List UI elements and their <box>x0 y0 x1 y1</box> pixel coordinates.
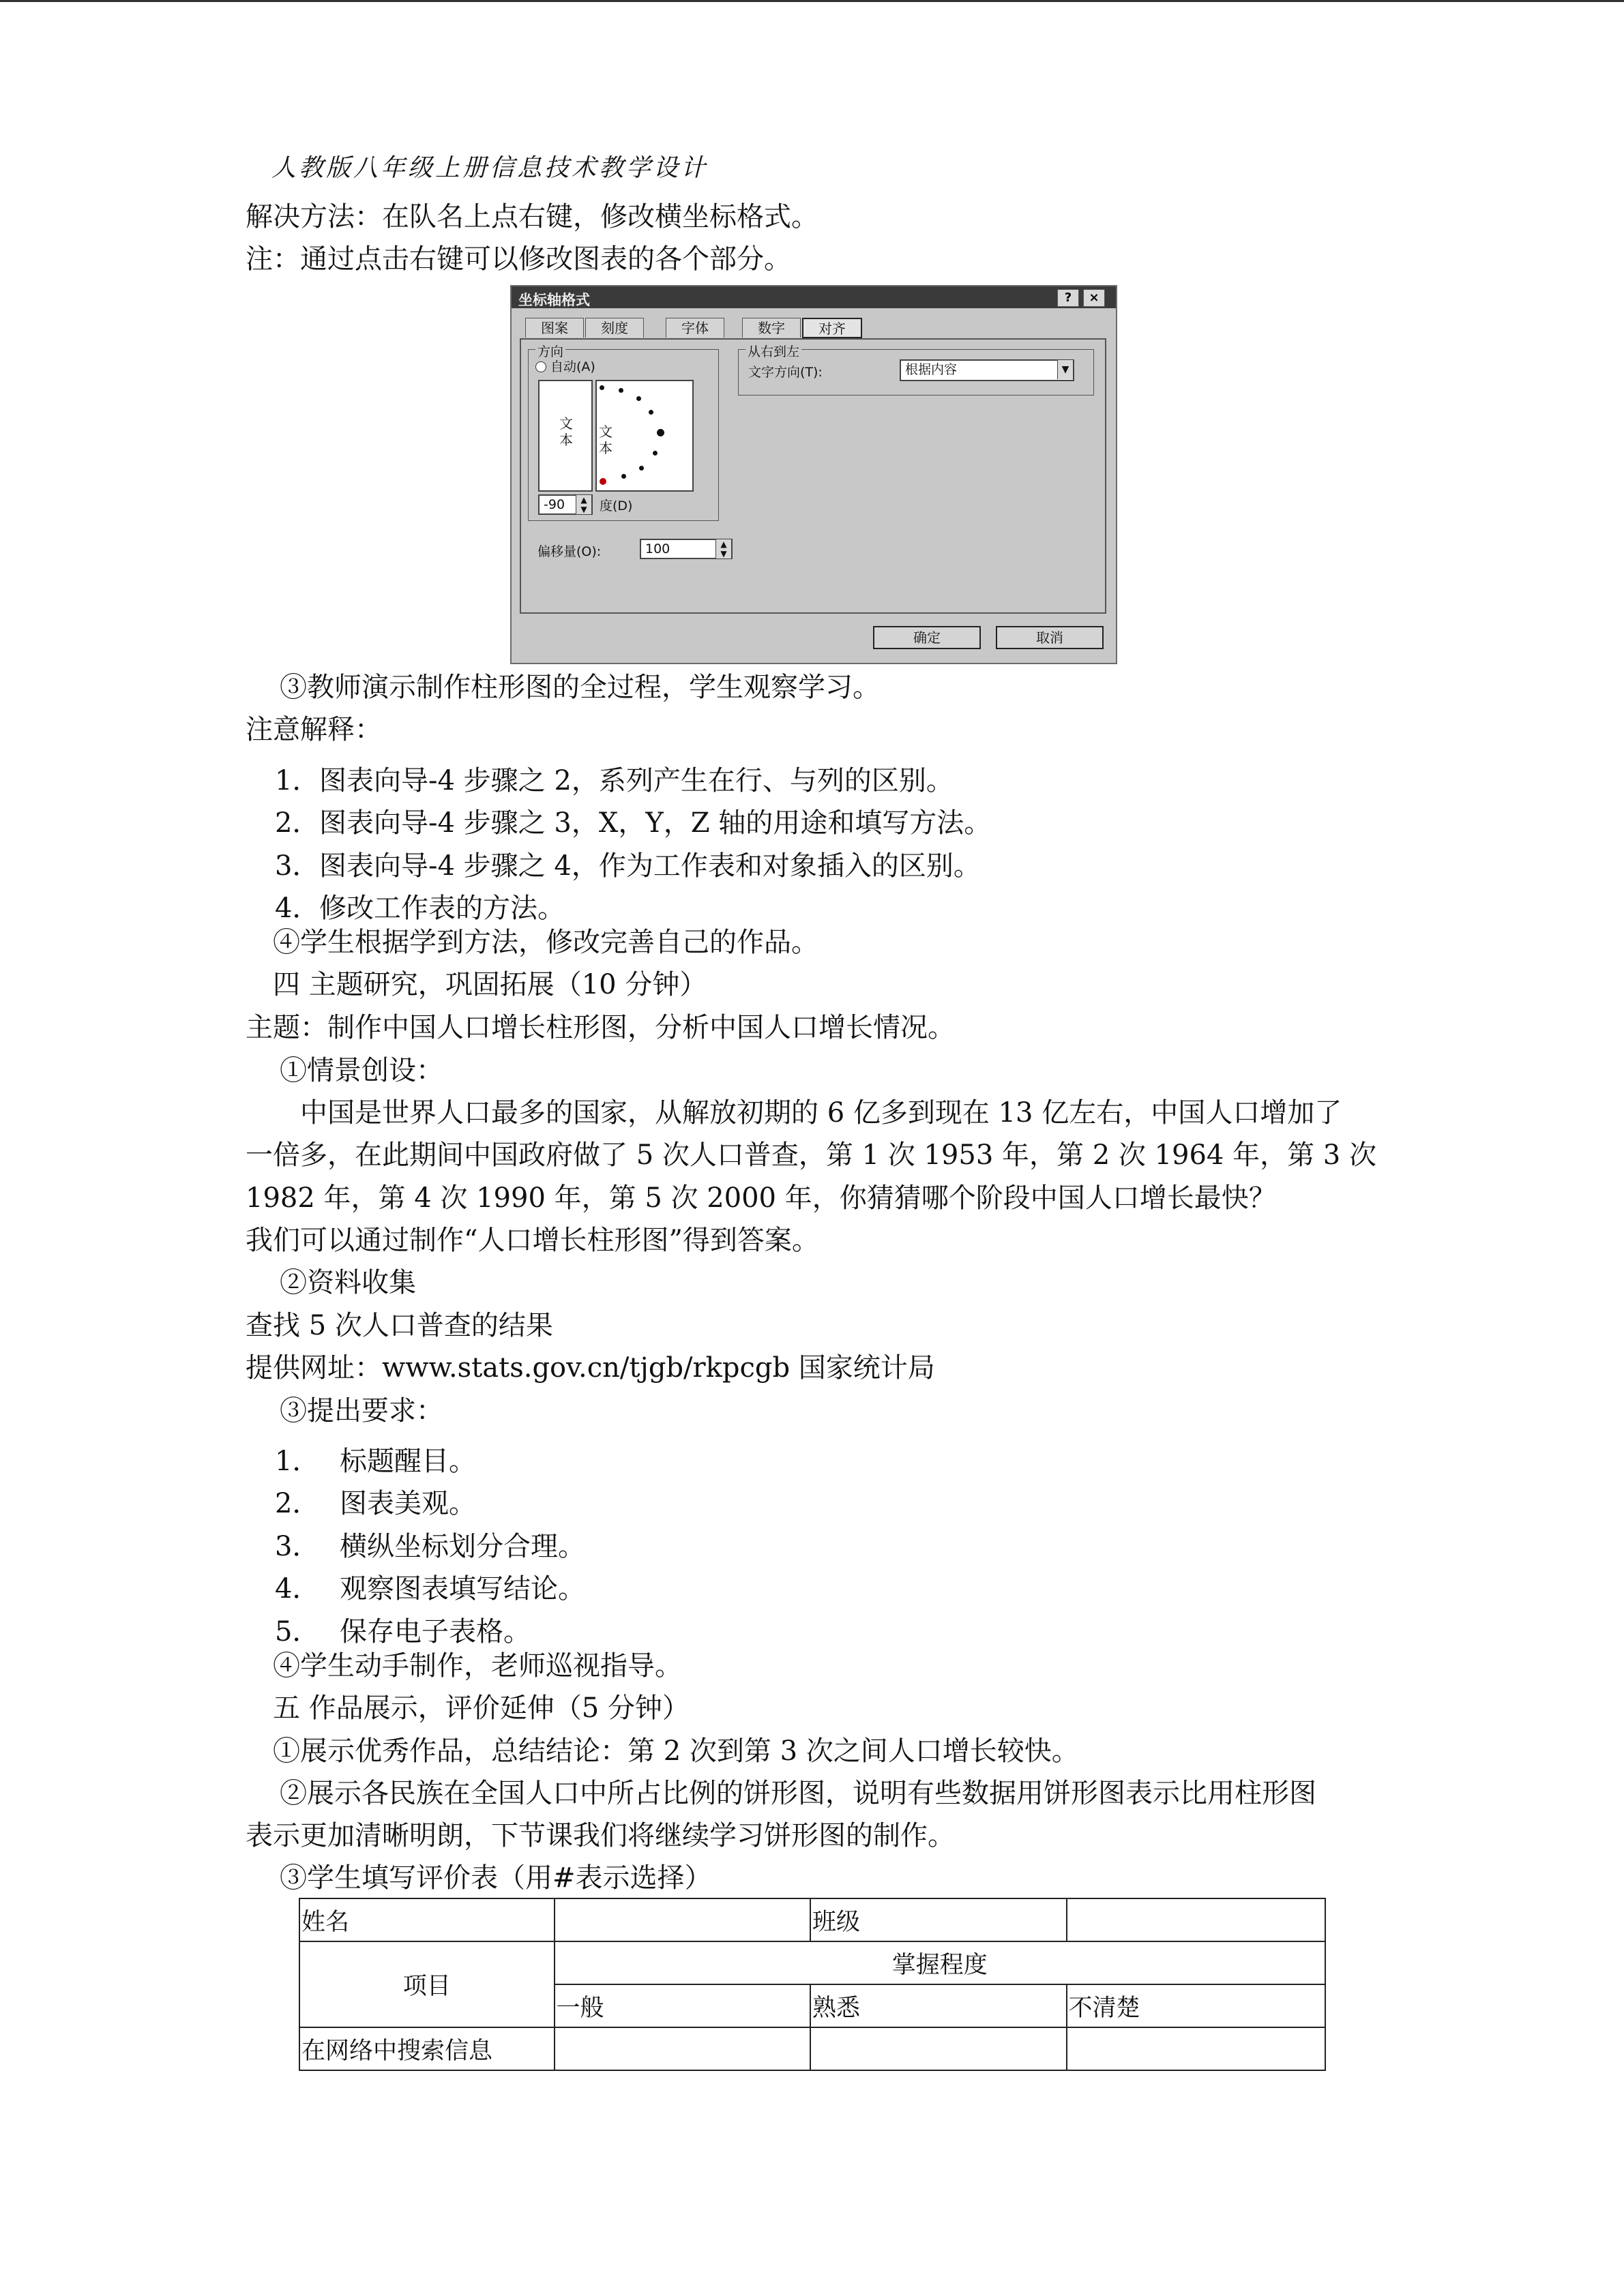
vertical-text: 文本 <box>559 415 573 448</box>
solve-method-line: 解决方法：在队名上点右键，修改横坐标格式。 <box>246 201 818 233</box>
requirement-number: 3． <box>275 1531 320 1562</box>
tip-number: 3． <box>275 850 320 882</box>
tip-number: 1． <box>275 765 320 796</box>
format-axis-dialog-screenshot <box>510 285 1117 664</box>
requirement-text: 图表美观。 <box>340 1488 476 1519</box>
auto-radio <box>535 357 595 375</box>
collect-line: ②资料收集 <box>280 1267 416 1298</box>
hands-on-line: ④学生动手制作，老师巡视指导。 <box>273 1650 682 1682</box>
ok-button: 确定 <box>873 626 981 649</box>
topic-line: 主题：制作中国人口增长柱形图，分析中国人口增长情况。 <box>246 1012 955 1043</box>
evaluation-table <box>299 1898 1326 2071</box>
paragraph-line: 我们可以通过制作“人口增长柱形图”得到答案。 <box>246 1225 819 1256</box>
table-row <box>299 1941 1325 1984</box>
tab-scale: 刻度 <box>585 318 644 338</box>
step3-line: ③教师演示制作柱形图的全过程，学生观察学习。 <box>280 672 880 703</box>
rotation-dial <box>595 380 694 492</box>
vertical-text-box <box>538 380 593 492</box>
tip-text: 图表向导-4 步骤之 4，作为工作表和对象插入的区别。 <box>319 850 981 882</box>
mastery-header-cell: 掌握程度 <box>555 1941 1326 1984</box>
item-header-cell: 项目 <box>299 1941 555 2027</box>
requirement-number: 5． <box>275 1616 320 1648</box>
checkbox-cell <box>555 2027 811 2070</box>
dial-dot <box>619 388 623 393</box>
degree-value: -90 <box>544 497 565 512</box>
attention-line: 注意解释： <box>246 714 382 745</box>
tip-number: 4． <box>275 893 320 924</box>
show1-line: ①展示优秀作品，总结结论：第 2 次到第 3 次之间人口增长较快。 <box>273 1735 1079 1767</box>
tip-text: 图表向导-4 步骤之 2，系列产生在行、与列的区别。 <box>319 765 954 796</box>
item-cell: 在网络中搜索信息 <box>299 2027 555 2070</box>
checkbox-cell <box>1067 2027 1326 2070</box>
spin-arrows-icon: ▲ ▼ <box>715 539 731 558</box>
requirement-number: 1． <box>275 1446 320 1477</box>
orientation-group-title: 方向 <box>535 342 565 360</box>
section5-heading: 五 作品展示，评价延伸（5 分钟） <box>273 1693 690 1724</box>
offset-input <box>640 539 733 559</box>
degree-label: 度(D) <box>600 498 633 513</box>
top-border-line <box>0 0 1624 2</box>
dialog-titlebar <box>512 286 1116 308</box>
class-value-cell <box>1067 1898 1326 1941</box>
dial-dot <box>649 410 653 415</box>
dial-selected-dot <box>600 478 606 485</box>
alignment-panel <box>520 338 1106 614</box>
rotated-text: 文本 <box>599 423 612 456</box>
dial-dot <box>621 474 626 479</box>
requirement-number: 4． <box>275 1573 320 1605</box>
offset-label: 偏移量(O): <box>537 544 602 559</box>
rtl-group <box>738 344 1094 396</box>
paragraph-line: 1982 年，第 4 次 1990 年，第 5 次 2000 年，你猜猜哪个阶段中国人口增长最快？ <box>246 1182 1276 1214</box>
paragraph-line: 中国是世界人口最多的国家，从解放初期的 6 亿多到现在 13 亿左右，中国人口增加了 <box>300 1097 1342 1129</box>
rtl-group-title: 从右到左 <box>745 342 801 360</box>
tab-patterns: 图案 <box>525 318 584 338</box>
offset-value: 100 <box>645 541 670 556</box>
table-row <box>299 1898 1325 1941</box>
section4-heading: 四 主题研究，巩固拓展（10 分钟） <box>273 969 707 1000</box>
name-label-cell: 姓名 <box>299 1898 555 1941</box>
text-direction-label: 文字方向(T): <box>748 365 823 380</box>
cancel-button: 取消 <box>996 626 1104 649</box>
name-value-cell <box>555 1898 811 1941</box>
show2-line: ②展示各民族在全国人口中所占比例的饼形图，说明有些数据用饼形图表示比用柱形图 <box>280 1778 1316 1809</box>
requirement-text: 标题醒目。 <box>340 1446 476 1477</box>
checkbox-cell <box>810 2027 1067 2070</box>
tip-number: 2． <box>275 807 320 839</box>
level-header-cell: 不清楚 <box>1067 1984 1326 2027</box>
help-icon: ? <box>1057 289 1079 307</box>
close-icon: × <box>1083 289 1105 307</box>
text-direction-value: 根据内容 <box>905 362 958 377</box>
dial-dot <box>653 451 658 456</box>
chevron-down-icon: ▼ <box>1057 360 1073 379</box>
find-line: 查找 5 次人口普查的结果 <box>246 1310 553 1341</box>
requirement-number: 2． <box>275 1488 320 1519</box>
table-row <box>299 2027 1325 2070</box>
tip-text: 修改工作表的方法。 <box>319 893 565 924</box>
auto-radio-label: 自动(A) <box>550 359 595 374</box>
tab-font: 字体 <box>666 318 724 338</box>
dialog-title: 坐标轴格式 <box>518 292 590 308</box>
tab-alignment: 对齐 <box>802 318 862 338</box>
spin-arrows-icon: ▲ ▼ <box>576 495 591 514</box>
requirement-text: 横纵坐标划分合理。 <box>340 1531 585 1562</box>
tab-number: 数字 <box>742 318 801 338</box>
orientation-group <box>528 344 719 521</box>
requirement-text: 保存电子表格。 <box>340 1616 531 1648</box>
paragraph-line: 一倍多，在此期间中国政府做了 5 次人口普查，第 1 次 1953 年，第 2 次 1964 年，第 3 次 <box>246 1139 1376 1171</box>
show3-line: ③学生填写评价表（用#表示选择） <box>280 1862 712 1894</box>
requirement-text: 观察图表填写结论。 <box>340 1573 585 1605</box>
scene-line: ①情景创设： <box>280 1055 443 1086</box>
dial-dot <box>657 429 664 436</box>
show2-line: 表示更加清晰明朗，下节课我们将继续学习饼形图的制作。 <box>246 1820 955 1851</box>
dial-dot <box>600 385 604 390</box>
text-direction-select <box>900 359 1074 381</box>
note-line: 注：通过点击右键可以修改图表的各个部分。 <box>246 243 791 275</box>
level-header-cell: 熟悉 <box>810 1984 1067 2027</box>
tip-text: 图表向导-4 步骤之 3，X，Y，Z 轴的用途和填写方法。 <box>319 807 992 839</box>
page-header: 人教版八年级上册信息技术教学设计 <box>271 154 709 182</box>
requirements-title: ③提出要求： <box>280 1395 443 1427</box>
level-header-cell: 一般 <box>555 1984 811 2027</box>
degree-input <box>538 494 593 515</box>
dial-dot <box>636 396 641 401</box>
dial-dot <box>639 466 644 471</box>
url-line: 提供网址：www.stats.gov.cn/tjgb/rkpcgb 国家统计局 <box>246 1352 935 1384</box>
step4-line: ④学生根据学到方法，修改完善自己的作品。 <box>273 927 818 958</box>
class-label-cell: 班级 <box>810 1898 1067 1941</box>
